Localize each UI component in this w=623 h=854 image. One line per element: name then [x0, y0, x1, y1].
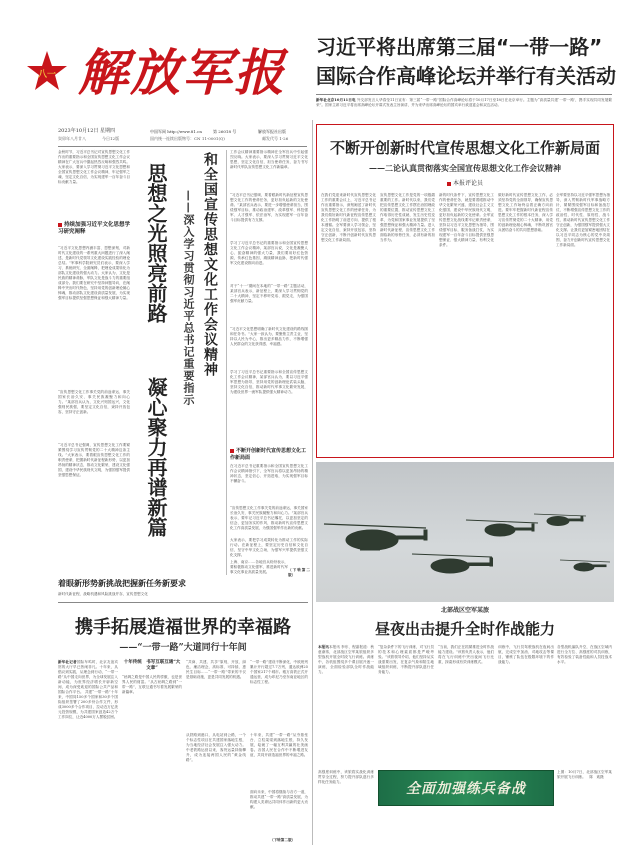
photo-byline: 本报讯 [318, 645, 329, 649]
photo-footer-text: 高强度训练中，该旅将实战化训练贯穿全过程，努力提升部队遂行多样化任务能力。 [318, 770, 374, 784]
editorial-author-wrap [320, 180, 610, 188]
right-col-text2: 大家表示，要把学习成果转化为推动工作的实际行动。在新征程上，要坚定历史自信和文化自信，坚守中华文化立场，为强军兴军提供坚强文化支撑。 [230, 538, 308, 557]
right-col-text3: 上海、南京……各地官兵纷纷表示，要积极推动文化强军，推进新时代军事文化事业高质量发展。 [230, 560, 288, 574]
bottom-left-top-divider [58, 602, 308, 603]
mid-text4: 对于“十一”期间在本地的“一带一路”主题活动，某部官兵表示，新征程上，要深入学习贯彻党的二十大精神，坚定不移听党话、跟党走，为强国强军贡献力量。 [230, 284, 308, 303]
masthead-date: 2023年10月12日 星期四 [58, 128, 116, 134]
editorial-author: 本报评论员 [452, 180, 483, 187]
bottom-left-text5: 从铁路到港口，从电站到公路，一个个标志性项目在共建国家落地生根，为当地经济社会发展注入强大动力。中老铁路运营以来，客货运量持续攀升，成为连接两国人民的“黄金线路”。 [186, 733, 246, 762]
left-text3: “宣传思想文化工作事关党的前途命运、事关国家长治久安、事关民族凝聚力和向心力。”某部官兵认为，文化兴则国运兴，文化强则民族强，要坚定文化自信，秉持开放包容，坚持守正创新。 [58, 390, 130, 414]
vertical-title-big2[interactable]: 凝心聚力再谱新篇 [144, 377, 168, 537]
masthead [0, 0, 300, 130]
photo-text1 [318, 645, 374, 765]
editorial-subtitle: ——二论认真贯彻落实全国宣传思想文化工作会议精神 [369, 163, 561, 173]
masthead-cn: 国内统一连续出版物号：CN 11-0001(Q) [150, 136, 225, 141]
mid-text5: “习近平文化思想明确了新时代文化建设的路线图和任务书。”大家一致认为，要聚焦主责主业，坚持以人民为中心，推出更多精品力作，不断增强人民群众的文化获得感、幸福感。 [230, 327, 308, 346]
bottom-left-text6: “一带一路”建设不断深化，中欧班列累计开行超过7.7万列，通达欧洲25个国家217个城市。雅万高铁正式开通运营，成为印尼乃至东南亚地区的标志性工程。 [250, 660, 308, 684]
mid-text2: “习近平总书记强调，要着眼新时代新征程宣传思想文化工作的使命任务，更好担负起新的文化使命。”某部官兵表示，要进一步增强使命担当，围绕强军目标，推动政治建军、改革强军、科技强军、人才强军、依法治军，为实现建军一百年奋斗目标提供有力支撑。 [230, 193, 308, 222]
left-headline[interactable]: 着眼新形势新挑战把握新任务新要求 [58, 579, 186, 588]
bottom-left-byline: 新华社记者 [58, 660, 77, 664]
vertical-subtitle: ——深入学习贯彻习近平总书记重要指示 [182, 190, 195, 406]
photo-caption: 北部战区空军某旅 [440, 607, 489, 614]
right-col-more[interactable]: （下转第二版） [288, 568, 310, 577]
page-center-divider [312, 120, 313, 845]
top-headline-text [316, 98, 612, 114]
mid-subhead-square-icon [230, 449, 234, 453]
mid-subhead-wrap [230, 448, 310, 462]
column-divider [226, 150, 227, 575]
training-banner-text: 全面加强练兵备战 [406, 781, 526, 797]
right-col-text1: “宣传思想文化工作事关党的前途命运，事关国家长治久安，事关民族凝聚力和向心力。”某部官兵表示，要牢记习近平总书记嘱托，以更加坚定的信念、更加务实的作风，推动新时代宣传思想文化工作高质量发展，为强国强军作出新的贡献。 [230, 506, 308, 530]
editorial-col3: 新的时代条件下，宣传思想文化工作的使命任务，就是要着眼推动中华文化繁荣兴盛、建设社会主义文化强国、建设中华民族现代文明，更好担负起新的文化使命。全军宣传思想文化战线要牢记职责使命，坚持以习近平文化思想为指导，围绕强军目标，服务备战打仗，为实现建军一百年奋斗目标提供坚强思想保证、强大精神力量、有利文化条件。 [439, 193, 494, 247]
mid-text7: 在习近平总书记重要指示和全国宣传思想文化工作会议精神指引下，全军官兵将以更加昂扬的精神状态，坚定信心、开拓进取，为实现强军目标不懈奋斗。 [230, 464, 308, 483]
bottom-left-more[interactable]: （下转第二版） [270, 838, 296, 842]
bottom-left-subtitle: ——“一带一路”大道同行十年间 [119, 643, 247, 653]
top-headline-line2[interactable]: 国际合作高峰论坛并举行有关活动 [316, 64, 616, 88]
masthead-serial: 第 26018 号 [213, 129, 237, 134]
mid-text3: 学习了习近平总书记的重要指示和全国宣传思想文化工作会议精神，某部官兵说，文化是凝聚人心、振奋精神的强大力量，我们要用好红色资源，传承红色基因，赓续精神血脉，把新时代强军文化建设推向前进。 [230, 241, 308, 265]
author-square-icon [447, 182, 451, 186]
top-headline-divider [316, 94, 612, 95]
top-headline-body: 外交部发言人华春莹11日宣布：第三届“一带一路”国际合作高峰论坛将于10月17日至18日在北京举行。主题为“高质量共建‘一带一路’，携手实现共同发展繁荣”。国家主席习近平将出席高峰论坛开幕式发表主旨演讲，并为来华出席高峰论坛的国宾举行欢迎宴会和双边活动。 [316, 98, 612, 107]
masthead-issue: 今日12版 [102, 136, 120, 141]
masthead-postal: 邮发代号 1-26 [262, 136, 289, 141]
photo-text1-body: 本报讯 李东、程嘉报道：秋意渐浓，北部战区空军某旅组织多型战机开展全时段飞行训练。训练中，各机组围绕多个课目展开逐一演练，全面检验部队全时作战能力。 [318, 645, 374, 674]
photo-text2: “复杂条件下的飞行训练，对飞行员的技术和心理素质都是严峻考验。”该旅领导介绍，他们坚持从实战需要出发，在复杂气象和陌生地域组织训练，不断提升部队遂行任务能力。 [378, 645, 434, 674]
top-headline-line1[interactable]: 习近平将出席第三届“一带一路” [316, 35, 603, 59]
masthead-publisher: 解放军报社出版 [258, 129, 286, 134]
editorial-col4: 做好新时代宣传思想文化工作，必须坚持党的全面领导，确保宣传思想文化工作始终沿着正确方向前进。要牢牢把握新时代新征程宣传思想文化工作的根本任务，深入学习宣传贯彻党的二十大精神，用党的创新理论凝心铸魂，不断巩固官兵团结奋斗的共同思想基础。 [498, 193, 553, 232]
bottom-left-text1: 国际车鸣时，北京友谊宾馆的大厅早已热闹非凡。十年来，从倡议到实践，从理念到行动，“一带一路”从中国走向世界，为全球发展注入新动能，为世界经济增长开辟新空间，成为深受欢迎的国际公共产品和国际合作平台。 [58, 660, 119, 694]
masthead-lunar: 癸卯年八月廿八 [58, 136, 86, 141]
editorial-col1: 在我们党迎来新时代宣传思想文化工作的重要会议上，习近平总书记作出重要指示，深刻阐述了新时代宣传思想文化工作的使命任务，为我们做好新时代新征程宣传思想文化工作指明了前进方向、提供了根本遵循。全军要深入学习领会，坚定文化自信，秉持开放包容，坚持守正创新，不断开创新时代宣传思想文化工作新局面。 [321, 193, 376, 242]
mid-text6: 学习了习近平总书记重要指示和全国宣传思想文化工作会议精神，某部官兵认为，要以习近平强军思想为指导，坚持用党的创新理论武装头脑，坚持文化自信，推动新时代军事文化繁荣发展，为建设世界一流军队提供强大精神动力。 [230, 370, 308, 394]
bottom-left-text4: “共商、共建、共享”原则，开放、绿色、廉洁理念，高标准、可持续、惠民生目标……“一带一路”带来的不仅是基础设施，更是共同发展的机遇。 [186, 660, 246, 679]
left-sub1: 持续加强习近平文化思想学习研究阐释 [58, 222, 131, 235]
subhead-square-icon [58, 223, 62, 227]
left-text2: “习近平文化思想内涵丰富、思想深刻，对新时代文化建设的一系列重大问题进行了深入阐述，是新时代党领导文化建设实践经验的理论总结。”军事科学院研究员们表示，要深入学习、系统研究、全面阐释，把理论成果转化为部队文化建设的强大动力。大家认为，文化是民族的精神命脉，军队文化是战斗力的重要组成部分。我们要在研究中坚持问题导向，在阐释中突出时代特色，坚持用党的创新理论凝心铸魂，推动部队文化建设高质量发展，为实现强军目标提供坚强思想保证和强大精神力量。 [58, 246, 130, 300]
editorial-col2: 宣传思想文化工作是党的一项极端重要的工作。新时代以来，我们党把宣传思想文化工作摆在治国理政的重要位置，推动宣传思想文化工作取得历史性成就、发生历史性变革，为党和国家事业发展提供了坚强思想保证和强大精神力量。进入新时代新征程，宣传思想文化工作面临新的形势任务，必须有新的担当作为。 [380, 193, 435, 242]
top-headline-byline: 新华社北京10月11日电 [316, 98, 356, 102]
helicopter-photo [316, 462, 614, 602]
left-subhead-wrap [58, 222, 130, 236]
vertical-title-big1[interactable]: 思想之光照亮前路 [144, 163, 168, 323]
bottom-left-sub: 十年传统 书写互联互通“大文章” [123, 660, 181, 671]
photo-footer-credit: 上图：10月7日，北部战区空军某旅开展飞行训练。 陈 欢摄 [557, 770, 612, 779]
vertical-title-small[interactable]: 和全国宣传思想文化工作会议精神 [202, 152, 218, 377]
training-banner[interactable] [378, 770, 554, 806]
bottom-left-text7: 十年来，共建“一带一路”从夯基垒台、立柱架梁到落地生根、持久发展，绘就了一幅互利共赢的壮美画卷。各国人民在合作中不断增进友谊，共同开辟造福世界的幸福之路。 [250, 733, 308, 757]
mid-sub: 不断开创新时代宣传思想文化工作新局面 [230, 448, 307, 461]
army-star-emblem [26, 50, 68, 92]
bottom-left-text3: “丝绸之路是中国人民的骄傲，也是世界人民的财富。”从古丝绸之路到“一带一路”，互联互通书写着发展繁荣的新篇章。 [122, 675, 182, 694]
masthead-website[interactable]: 中国军网 http://www.81.cn [150, 129, 202, 134]
photo-text3: “当前，我们正在抓紧推进全时作战能力建设。”该旅负责人表示，他们将在飞行训练中突出夜间飞行比重，探索形成有效训练模式。 [438, 645, 494, 664]
editorial-col5: 全军要坚持以习近平强军思想为指导，深入贯彻新时代军事战略方针，紧紧围绕强军目标和备战打仗，不断增强宣传思想文化工作的政治性、时代性、原则性、战斗性，推动新时代宣传思想文化工作守正创新，为强国强军提供强大文化支撑。让我们更加紧密地团结在以习近平同志为核心的党中央周围，奋力开创新时代宣传思想文化工作新局面。 [556, 193, 610, 247]
left-note: 新时代新征程，战略机遇和风险挑战并存，宣传思想文化 [58, 592, 148, 596]
left-text1: 金秋时节，习近平总书记对宣传思想文化工作作出的重要指示和全国宣传思想文化工作会议精神在广大官兵中激起热烈反响和强烈共鸣。大家表示，要深入学习贯彻习近平文化思想和全国宣传思想文化工作会议精神，牢记强军之魂，坚定文化自信，为实现建军一百年奋斗目标贡献力量。 [58, 150, 130, 184]
photo-headline[interactable]: 昼夜出击提升全时作战能力 [374, 620, 555, 638]
photo-text4: 训练中，飞行员驾驶战机在夜间出航，完成空中加油、对地攻击等课目，锤炼了队伍在极限环境下的作战能力。 [498, 645, 554, 664]
editorial-title[interactable]: 不断开创新时代宣传思想文化工作新局面 [329, 139, 600, 157]
mid-text1: 工作会议精神重要指示精神在全军官兵中引起强烈反响。大家表示，要深入学习贯彻习近平文化思想，坚定文化自信，担当使命任务，奋力书写新时代军队宣传思想文化工作新篇章。 [230, 150, 308, 169]
svg-text:八一: 八一 [37, 70, 57, 80]
left-text4: “习近平总书记强调，宣传思想文化工作要紧紧围绕学习宣传贯彻党的二十大精神这条主线。”大家表示，要着眼宣传思想文化工作的职责使命，把握新时代新征程新形势，以更加昂扬的精神状态，推动文化繁荣，建设文化强国，建设中华民族现代文明，为强国强军提供坚强思想保证。 [58, 443, 130, 477]
masthead-title: 解放军报 [78, 43, 286, 102]
masthead-divider [58, 146, 307, 147]
helicopter-formation-icon [316, 462, 614, 602]
bottom-left-headline[interactable]: 携手拓展造福世界的幸福路 [75, 617, 291, 638]
bottom-left-text2: 共建“一带一路”十年来，中国同150多个国家和30多个国际组织签署了200多份合作文件，形成3000多个合作项目，拉动近万亿美元投资规模，为共建国家创造42万个工作岗位，让近4000万人摆脱贫困。 [58, 690, 118, 719]
bottom-left-text8: 面向未来，中国将继续与各方一道，推动共建“一带一路”高质量发展，为构建人类命运共同体作出新的更大贡献。 [250, 790, 308, 809]
bottom-left-col1 [58, 660, 118, 845]
photo-text5: 各型战机编队升空，在战区空域内进行全方位、高强度的对抗训练，有效检验了装备性能和人员技战术水平。 [557, 645, 612, 664]
